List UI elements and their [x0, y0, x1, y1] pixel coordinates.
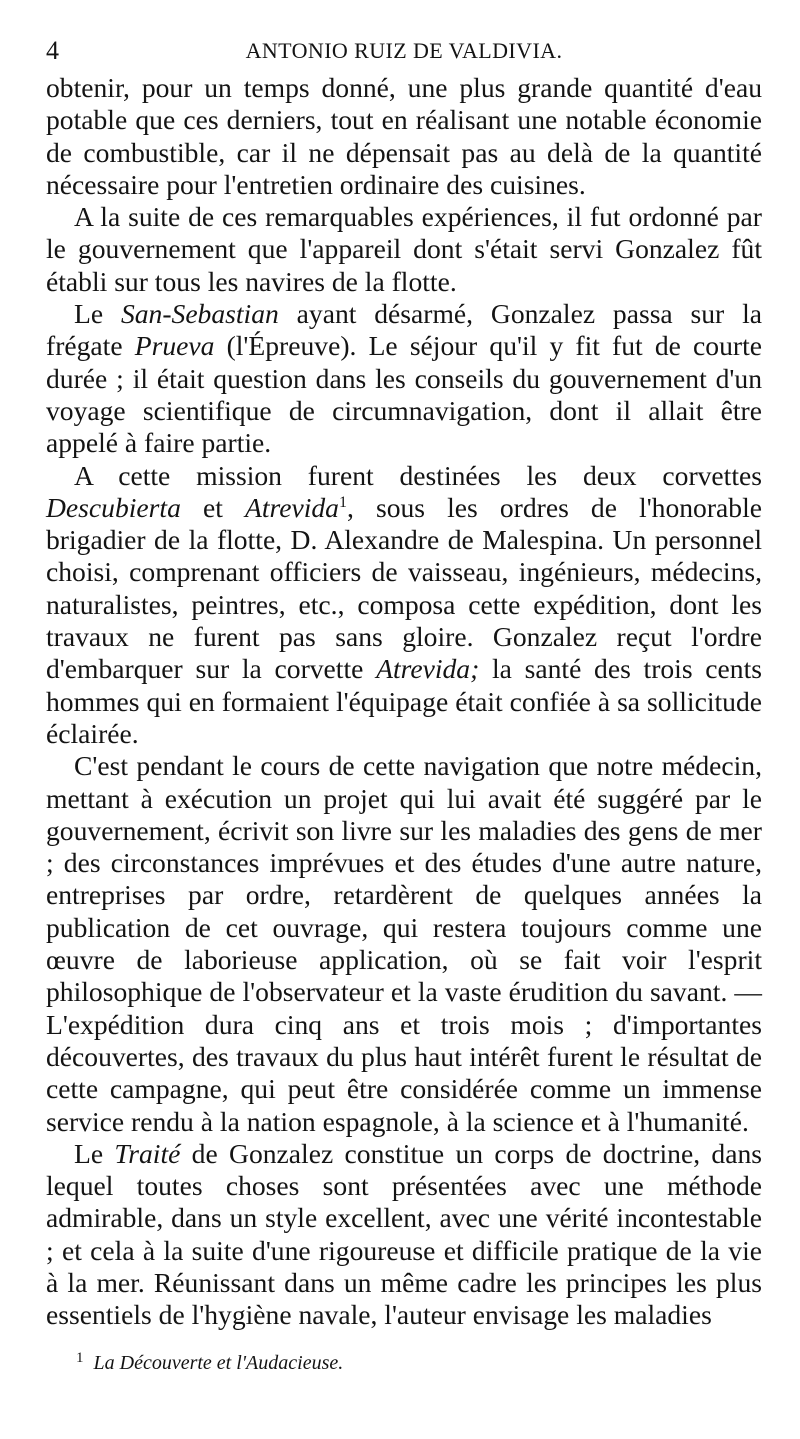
ship-name: Atrevida;	[376, 653, 480, 685]
paragraph-1	[46, 72, 762, 201]
ship-name: Atrevida	[244, 491, 339, 523]
text-run: la santé des trois cents hommes qui en formaient l'équipage était confiée à sa sollicitude éclairée.	[46, 653, 762, 749]
footnote-mark: 1	[76, 1349, 84, 1366]
text-run: , sous les ordres de l'honorable brigadier de la flotte, D. Alexandre de Malespina. Un personnel choisi, comprenant officiers de vaisseau, ingénieurs, médecins, naturalistes, peintres, etc., composa cette expédition, dont les travaux ne furent pas sans gloire. Gonzalez reçut l'ordre d'embarquer sur la corvette	[46, 491, 762, 685]
paragraph-5	[46, 750, 762, 1138]
running-head: ANTONIO RUIZ DE VALDIVIA.	[245, 38, 563, 63]
text-run: Le	[74, 298, 121, 330]
text-run: et	[180, 491, 245, 523]
footnote-text: La Découverte et l'Audacieuse.	[93, 1351, 344, 1374]
text-run: A cette mission furent destinées les deux corvettes	[74, 459, 762, 491]
ship-name: Prueva	[134, 330, 215, 362]
paragraph-4	[46, 460, 762, 751]
footnote-reference[interactable]: 1	[338, 493, 347, 511]
body-text	[46, 72, 762, 1332]
paragraph-3	[46, 298, 762, 459]
ship-name: Descubierta	[46, 491, 181, 523]
footnote	[46, 1346, 762, 1375]
text-run: de Gonzalez constitue un corps de doctrine, dans lequel toutes choses sont présentées avec une méthode admirable, dans un style excellent, avec une vérité incontestable ; et cela à la suite d'une rigoureuse et difficile pratique de la vie à la mer. Réunissant dans un même cadre les principes les plus essentiels de l'hygiène navale, l'auteur envisage les maladies	[46, 1137, 762, 1331]
paragraph-text: A la suite de ces remarquables expériences, il fut ordonné par le gouvernement que l'appareil dont s'était servi Gonzalez fût établi sur tous les navires de la flotte.	[46, 201, 762, 297]
paragraph-text: obtenir, pour un temps donné, une plus grande quantité d'eau potable que ces derniers, tout en réalisant une notable économie de combustible, car il ne dépensait pas au delà de la quantité nécessaire pour l'entretien ordinaire des cuisines.	[46, 72, 762, 200]
work-title: Traité	[114, 1137, 181, 1169]
ship-name: San-Sebastian	[120, 298, 279, 330]
page-header	[46, 30, 762, 70]
paragraph-text: C'est pendant le cours de cette navigation que notre médecin, mettant à exécution un projet qui lui avait été suggéré par le gouvernement, écrivit son livre sur les maladies des gens de mer ; des circonstances imprévues et des études d'une autre nature, entreprises par ordre, retardèrent de quelques années la publication de cet ouvrage, qui restera toujours comme une œuvre de laborieuse application, où se fait voir l'esprit philosophique de l'observateur et la vaste érudition du savant. — L'expédition dura cinq ans et trois mois ; d'importantes découvertes, des travaux du plus haut intérêt furent le résultat de cette campagne, qui peut être considérée comme un immense service rendu à la nation espagnole, à la science et à l'humanité.	[46, 750, 762, 1137]
text-run: Le	[74, 1137, 115, 1169]
text-run: (l'Épreuve). Le séjour qu'il y fit fut de courte durée ; il était question dans les conseils du gouvernement d'un voyage scientifique de circumnavigation, dont il allait être appelé à faire partie.	[46, 330, 762, 459]
page-number: 4	[46, 36, 60, 65]
paragraph-2	[46, 201, 762, 298]
paragraph-6	[46, 1138, 762, 1332]
text-run: ayant désarmé, Gonzalez passa sur la frégate	[46, 298, 762, 362]
